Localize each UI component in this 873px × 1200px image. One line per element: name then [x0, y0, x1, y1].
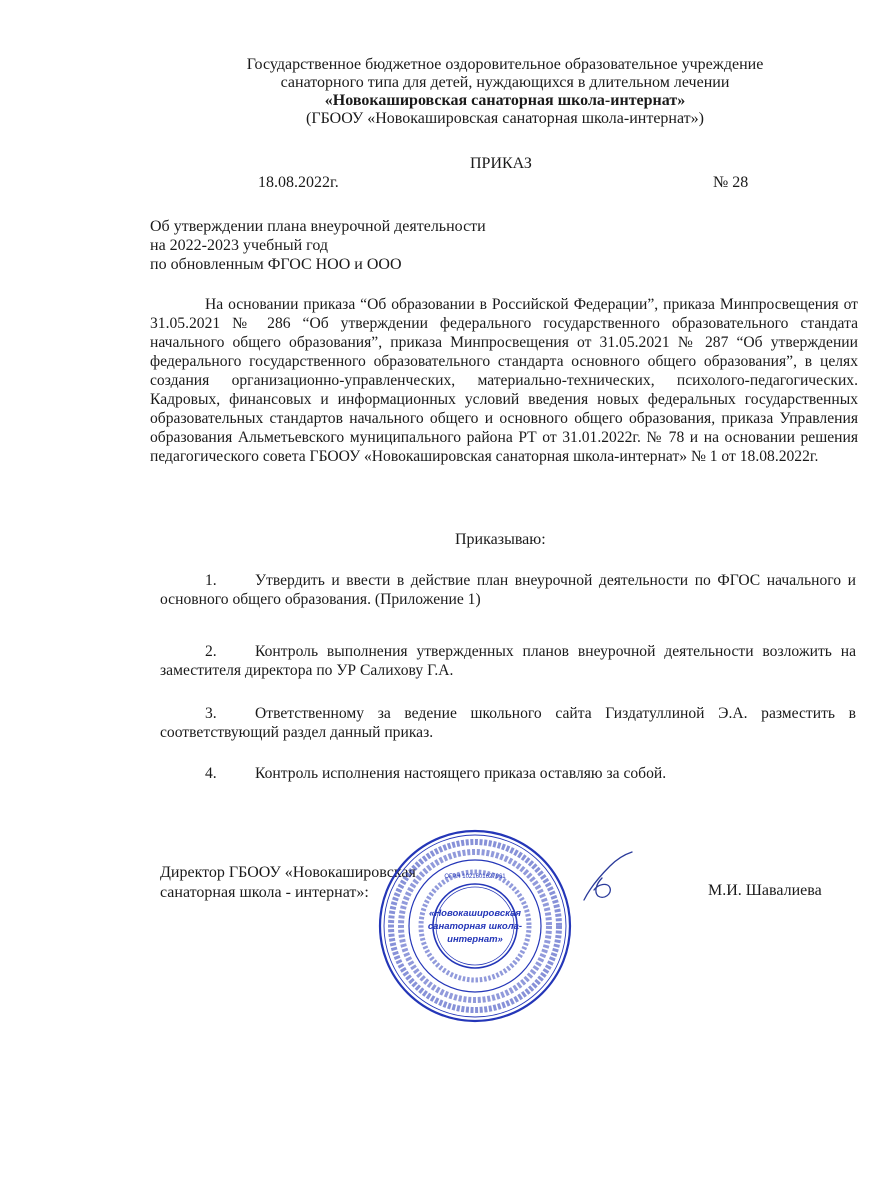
order-subject	[150, 217, 486, 274]
subject-line-1: Об утверждении плана внеурочной деятельности	[150, 218, 486, 235]
handwritten-signature	[580, 848, 640, 908]
org-line-2: санаторного типа для детей, нуждающихся в длительном лечении	[280, 74, 730, 91]
order-item	[160, 571, 856, 609]
item-number: 2.	[205, 643, 217, 660]
org-line-1: Государственное бюджетное оздоровительное образовательное учреждение	[246, 56, 764, 73]
item-number: 4.	[205, 765, 217, 782]
item-text: Контроль выполнения утвержденных планов внеурочной деятельности возложить на заместителя директора по УР Салихову Г.А.	[160, 643, 856, 679]
order-item	[160, 704, 856, 742]
subject-line-2: на 2022-2023 учебный год	[150, 237, 328, 254]
order-item	[160, 764, 856, 783]
item-text: Ответственному за ведение школьного сайта Гиздатуллиной Э.А. разместить в соответствующий раздел данный приказ.	[160, 705, 856, 741]
stamp-center-line-1: «Новокашировская	[429, 908, 521, 919]
official-stamp	[377, 828, 573, 1024]
order-number: № 28	[713, 174, 749, 191]
signatory-name: М.И. Шавалиева	[708, 882, 822, 899]
org-short-name: (ГБООУ «Новокашировская санаторная школа-интернат»)	[306, 110, 704, 127]
item-number: 1.	[205, 572, 217, 589]
org-name: «Новокашировская санаторная школа-интернат»	[324, 92, 686, 109]
subject-line-3: по обновленным ФГОС НОО и ООО	[150, 256, 402, 273]
command-heading: Приказываю:	[455, 531, 546, 548]
order-item	[160, 642, 856, 680]
stamp-center-line-2: санаторная школа-	[427, 921, 523, 932]
item-text: Утвердить и ввести в действие план внеурочной деятельности по ФГОС начального и основного общего образования. (Приложение 1)	[160, 572, 856, 608]
signatory-title-line-2: санаторная школа - интернат»:	[160, 884, 369, 901]
item-number: 3.	[205, 705, 217, 722]
stamp-center-line-3: интернат»	[447, 934, 503, 945]
basis-paragraph: На основании приказа “Об образовании в Российской Федерации”, приказа Минпросвещения от 31.05.2021 № 286 “Об утверждении федерального государственного образовательного стандата начального общего образования”, приказа Минпросвещения от 31.05.2021 № 287 “Об утверждении федерального государственного образовательного стандарта основного общего образования”, в целях создания организационно-управленческих, материально-технических, психолого-педагогических. Кадровых, финансовых и информационных условий введения новых федеральных государственных образовательных стандартов начального общего и основного общего образования, приказа Управления образования Альметьевского муниципального района РТ от 31.01.2022г. № 78 и на основании решения педагогического совета ГБООУ «Новокашировская санаторная школа-интернат» № 1 от 18.08.2022г.	[150, 296, 858, 465]
order-date: 18.08.2022г.	[258, 174, 339, 191]
order-title: ПРИКАЗ	[470, 155, 532, 172]
stamp-ogrn: ОГРН 1021601627961	[444, 874, 506, 880]
item-text: Контроль исполнения настоящего приказа оставляю за собой.	[255, 765, 667, 782]
signatory-title-line-1: Директор ГБООУ «Новокашировская	[160, 864, 416, 881]
organization-header	[160, 56, 850, 128]
